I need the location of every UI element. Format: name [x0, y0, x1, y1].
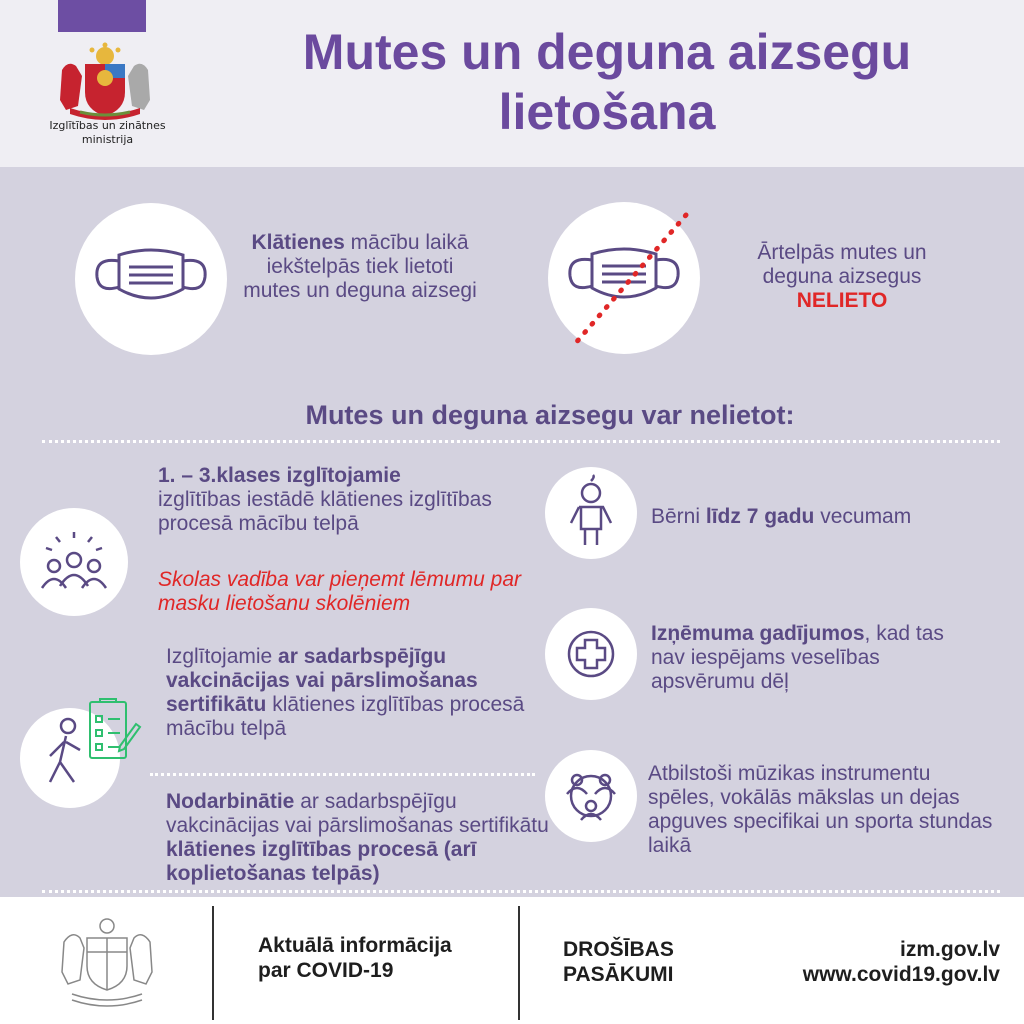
medical-cross-icon-circle — [545, 608, 637, 700]
safety-measures-line2: PASĀKUMI — [563, 963, 674, 986]
face-mask-icon-circle — [75, 203, 227, 355]
medical-bold: Izņēmuma gadījumos — [651, 622, 865, 645]
ministry-name-line2: ministrija — [81, 133, 134, 146]
certificate-checklist-icon — [84, 696, 142, 764]
vaccinated-students-pre: Izglītojamie — [166, 645, 279, 668]
child-icon — [545, 467, 637, 559]
website-links — [740, 937, 1000, 987]
divider-middle — [150, 773, 535, 776]
safety-measures — [563, 937, 763, 987]
covid-info — [258, 933, 498, 983]
grades-rest: izglītības iestādē klātienes izglītības procesā mācību telpā — [158, 488, 492, 535]
divider-top — [42, 440, 1000, 443]
vaccinated-staff-mid: ar sadarbspējīgu vakcinācijas vai pārslimošanas sertifikātu — [166, 790, 549, 837]
page-title-line1: Mutes un deguna aizsegu — [302, 24, 912, 80]
covid-info-line1: Aktuālā informācija — [258, 934, 452, 957]
vaccinated-students-bold: ar sadarbspējīgu vakcinācijas vai pārslimošanas sertifikātu — [166, 645, 478, 716]
vaccinated-staff-bold2: klātienes izglītības procesā (arī koplietošanas telpās) — [166, 838, 477, 885]
exceptions-heading: Mutes un deguna aizsegu var nelietot: — [305, 400, 795, 430]
indoor-mask-bold: Klātienes — [251, 231, 345, 254]
children-text — [651, 505, 991, 529]
outdoor-mask-text — [722, 241, 962, 313]
medical-text — [651, 622, 971, 694]
header-accent-bar — [58, 0, 146, 32]
vaccinated-students-text — [166, 645, 526, 741]
grades-text — [158, 464, 538, 536]
group-activity-icon — [545, 750, 637, 842]
children-post: vecumam — [814, 505, 912, 528]
coat-of-arms-outline-icon — [44, 912, 170, 1012]
cross-out-line — [560, 205, 700, 355]
people-group-icon-circle — [20, 508, 128, 616]
footer-divider-1 — [212, 906, 214, 1020]
indoor-mask-text — [240, 231, 480, 303]
children-bold: līdz 7 gadu — [705, 505, 815, 528]
footer-divider-2 — [518, 906, 520, 1020]
grades-note: Skolas vadība var pieņemt lēmumu par masku lietošanu skolēniem — [158, 568, 522, 615]
website-link-izm[interactable]: izm.gov.lv — [900, 938, 1000, 961]
child-icon-circle — [545, 467, 637, 559]
people-group-icon — [20, 508, 128, 616]
children-pre: Bērni — [651, 505, 706, 528]
grades-bold: 1. – 3.klases izglītojamie — [158, 464, 401, 487]
vaccinated-staff-bold1: Nodarbinātie — [166, 790, 295, 813]
ministry-name — [40, 119, 175, 147]
vaccinated-staff-text — [166, 790, 566, 886]
music-sports-rest: Atbilstoši mūzikas instrumentu spēles, vokālās mākslas un dejas apguves specifikai un sporta stundas laikā — [648, 762, 993, 857]
indoor-mask-rest: mācību laikā iekštelpās tiek lietoti mutes un deguna aizsegi — [243, 231, 477, 302]
covid-info-line2: par COVID-19 — [258, 959, 394, 982]
face-mask-icon — [75, 203, 227, 355]
outdoor-mask-red: NELIETO — [796, 289, 888, 312]
divider-bottom — [42, 890, 1000, 893]
vaccinated-students-post: klātienes izglītības procesā mācību telpā — [166, 693, 525, 740]
group-activity-icon-circle — [545, 750, 637, 842]
website-link-covid19[interactable]: www.covid19.gov.lv — [802, 963, 1000, 986]
page-title-line2: lietošana — [498, 84, 716, 140]
music-sports-text — [648, 762, 998, 858]
medical-cross-icon — [545, 608, 637, 700]
medical-rest: , kad tas nav iespējams veselības apsvērumu dēļ — [651, 622, 944, 693]
ministry-name-line1: Izglītības un zinātnes — [49, 119, 166, 132]
outdoor-mask-rest: Ārtelpās mutes un deguna aizsegus — [757, 241, 927, 288]
page-title — [262, 22, 952, 142]
safety-measures-line1: DROŠĪBAS — [563, 938, 674, 961]
